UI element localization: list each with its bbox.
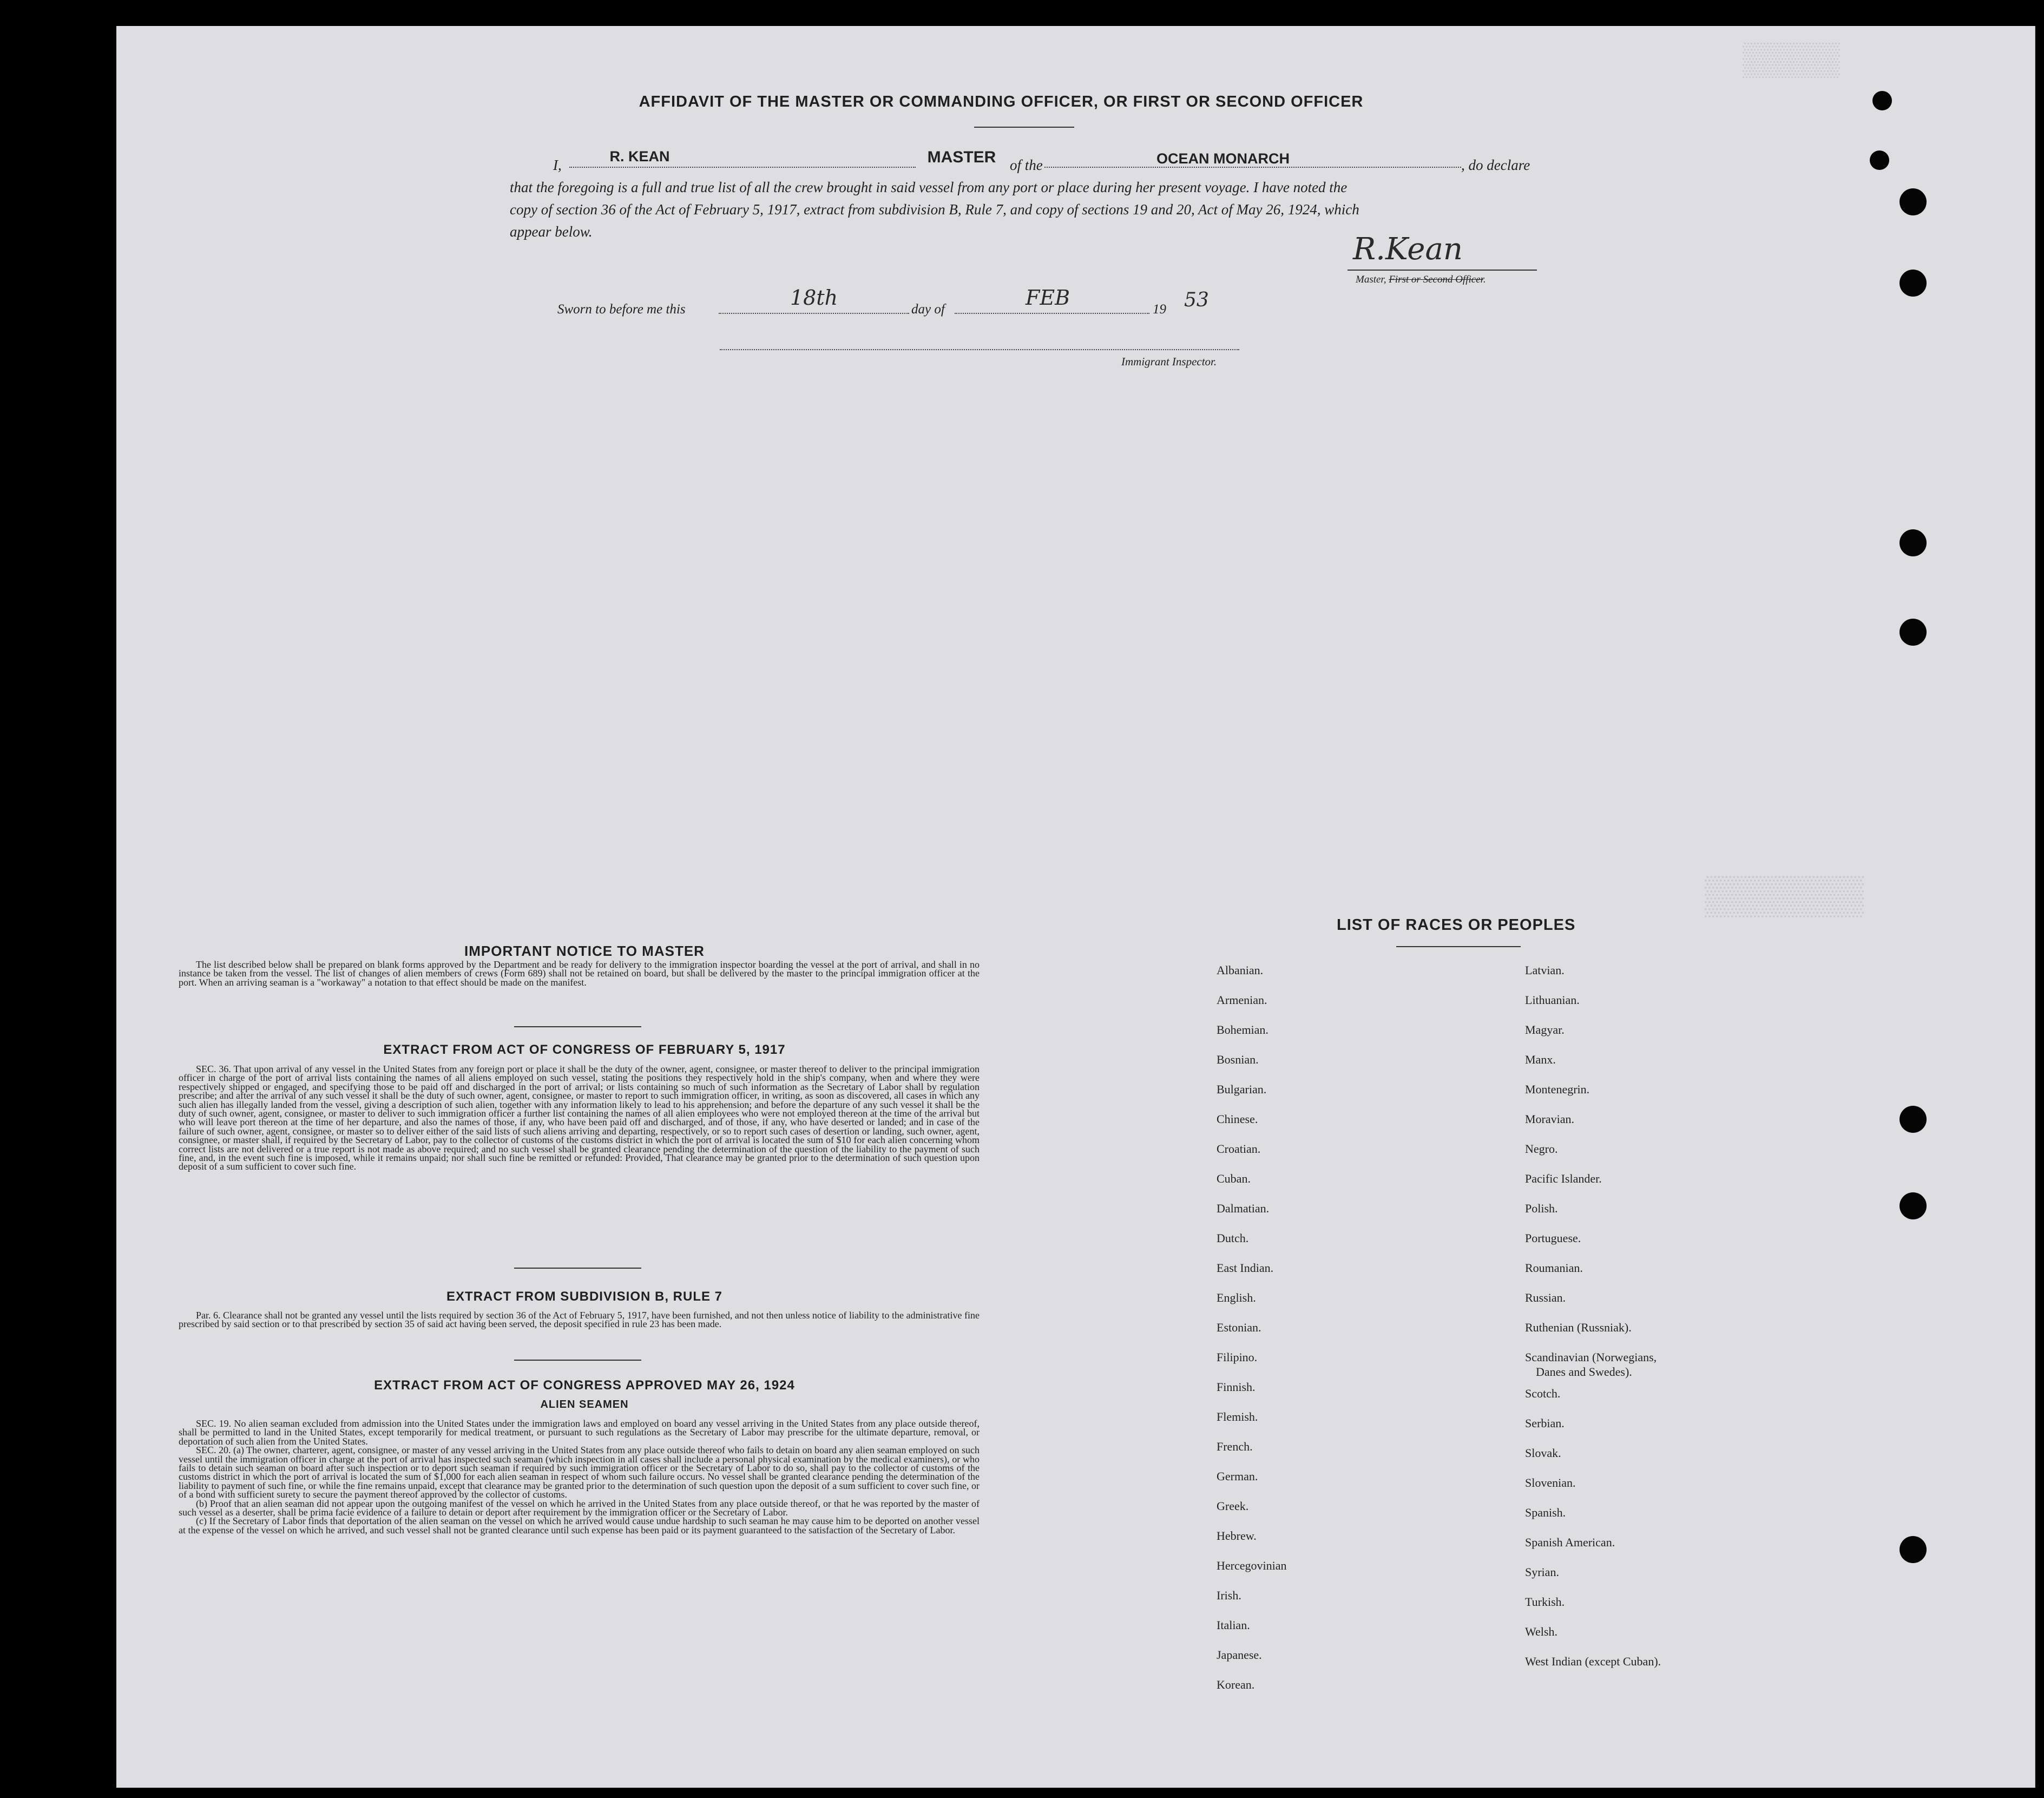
race-item: Negro. (1525, 1142, 1558, 1156)
rule-7-text: Par. 6. Clearance shall not be granted any vessel until the lists required by section 36 of the Act of February 5, 1917, have been furnished, and not then unless notice of liability to the administrative fine prescribed by said section or to that prescribed by section 35 of said act having been served, the deposit specified in rule 23 has been made. (179, 1310, 980, 1330)
signature-line (1348, 270, 1537, 271)
binder-hole (1900, 1536, 1927, 1563)
race-item: Armenian. (1217, 993, 1267, 1007)
race-item: Japanese. (1217, 1648, 1262, 1662)
sworn-day: 18th (790, 286, 838, 310)
race-item: Dalmatian. (1217, 1202, 1270, 1215)
name-field-line (569, 167, 916, 168)
year-prefix: 19 (1153, 302, 1166, 317)
sworn-day-line (719, 313, 909, 314)
divider (514, 1360, 641, 1361)
race-item: Dutch. (1217, 1231, 1249, 1245)
do-declare-label: , do declare (1461, 157, 1530, 173)
race-item: Manx. (1525, 1053, 1556, 1066)
binder-hole (1900, 188, 1927, 215)
race-item: Bohemian. (1217, 1023, 1269, 1036)
notice-heading: IMPORTANT NOTICE TO MASTER (464, 943, 705, 959)
act-1924-heading: EXTRACT FROM ACT OF CONGRESS APPROVED MAY 26, 1924 (374, 1378, 795, 1393)
race-item: Scandinavian (Norwegians, (1525, 1350, 1657, 1364)
race-item: Spanish. (1525, 1506, 1566, 1519)
race-item: Russian. (1525, 1291, 1566, 1304)
signature-caption: Master, First or Second Officer. (1356, 274, 1486, 285)
affidavit-heading: AFFIDAVIT OF THE MASTER OR COMMANDING OFFICER, OR FIRST OR SECOND OFFICER (639, 93, 1364, 110)
binder-hole (1900, 1106, 1927, 1133)
race-item: Bosnian. (1217, 1053, 1259, 1066)
race-item: Greek. (1217, 1499, 1249, 1513)
race-item: Hercegovinian (1217, 1559, 1287, 1572)
race-item: Ruthenian (Russniak). (1525, 1321, 1632, 1334)
rule-7-heading: EXTRACT FROM SUBDIVISION B, RULE 7 (446, 1289, 723, 1304)
bleed-through-mark: ▒▒▒▒▒ (1743, 43, 1841, 80)
race-item: East Indian. (1217, 1261, 1274, 1275)
race-item: Italian. (1217, 1618, 1250, 1632)
binder-hole (1900, 1192, 1927, 1219)
race-item: Turkish. (1525, 1595, 1565, 1609)
sworn-year: 53 (1184, 289, 1209, 311)
inspector-caption: Immigrant Inspector. (1121, 355, 1217, 368)
race-item: Lithuanian. (1525, 993, 1580, 1007)
race-item: Finnish. (1217, 1380, 1256, 1394)
binder-hole (1900, 619, 1927, 646)
race-item: Latvian. (1525, 963, 1565, 977)
race-item: Serbian. (1525, 1416, 1565, 1430)
race-item: Spanish American. (1525, 1535, 1615, 1549)
race-item: English. (1217, 1291, 1256, 1304)
race-item: Magyar. (1525, 1023, 1565, 1036)
binder-hole (1872, 91, 1892, 110)
race-item: Korean. (1217, 1678, 1255, 1691)
binder-hole (1870, 150, 1889, 170)
race-item: Slovenian. (1525, 1476, 1576, 1489)
race-item: Roumanian. (1525, 1261, 1583, 1275)
affidavit-line-3: copy of section 36 of the Act of February 5, 1917, extract from subdivision B, Rule 7, and copy of sections 19 and 20, Act of May 26, 1924, which (510, 201, 1359, 218)
race-item: Hebrew. (1217, 1529, 1257, 1543)
day-of-label: day of (911, 302, 945, 317)
notice-text: The list described below shall be prepared on blank forms approved by the Department and be ready for delivery to the immigration inspector boarding the vessel at the port of arrival, and shall in no instance be taken from the vessel. The list of changes of alien members of crews (Form 689) shall not be retained on board, but shall be delivered by the master to the principal immigration officer at the port. When an arriving seaman is a "workaway" a notation to that effect should be made on the manifest. (179, 959, 980, 988)
race-item: Welsh. (1525, 1625, 1557, 1638)
divider (514, 1026, 641, 1027)
race-item-continuation: Danes and Swedes). (1536, 1365, 1632, 1379)
affidavit-line-4: appear below. (510, 224, 593, 240)
sworn-month-line (955, 313, 1149, 314)
sworn-label: Sworn to before me this (557, 302, 686, 317)
race-item: Montenegrin. (1525, 1082, 1590, 1096)
race-item: Slovak. (1525, 1446, 1561, 1460)
binder-hole (1900, 529, 1927, 556)
race-item: Croatian. (1217, 1142, 1261, 1156)
race-item: Albanian. (1217, 963, 1264, 977)
race-item: Pacific Islander. (1525, 1172, 1602, 1185)
divider (1396, 946, 1521, 947)
divider (974, 127, 1074, 128)
race-item: Moravian. (1525, 1112, 1575, 1126)
race-item: Irish. (1217, 1589, 1241, 1602)
race-item: Cuban. (1217, 1172, 1251, 1185)
master-name: R. KEAN (609, 148, 670, 165)
race-item: Scotch. (1525, 1387, 1561, 1400)
race-item: Estonian. (1217, 1321, 1261, 1334)
binder-hole (1900, 270, 1927, 297)
master-signature: R.Kean (1353, 232, 1463, 267)
race-item: Flemish. (1217, 1410, 1258, 1423)
divider (514, 1268, 641, 1269)
act-1917-heading: EXTRACT FROM ACT OF CONGRESS OF FEBRUARY 5, 1917 (383, 1042, 786, 1057)
race-item: West Indian (except Cuban). (1525, 1655, 1661, 1668)
race-item: Polish. (1525, 1202, 1558, 1215)
race-item: Bulgarian. (1217, 1082, 1267, 1096)
sworn-month: FEB (1026, 286, 1070, 310)
act-1917-text: SEC. 36. That upon arrival of any vessel in the United States from any foreign port or place it shall be the duty of the owner, agent, consignee, or master thereof to deliver to the principal immigration officer in charge of the port of arrival lists containing the names of all aliens employed on such vessel, stating the positions they respectively hold in the ship's company, when and where they were respectively shipped or engaged, and specifying those to be paid off and discharged in the port of arrival; or lists containing so much of such information as the Secretary of Labor shall by regulation prescribe; and after the arrival of any such vessel it shall be the duty of such owner, agent, consignee, or master to report to such immigration officer, in writing, as soon as discovered, all cases in which any such alien has illegally landed from the vessel, giving a description of such alien, together with any information likely to lead to his apprehension; and before the departure of any such vessel it shall be the duty of such owner, agent, consignee, or master to deliver to such immigration officer a further list containing the names of all alien employees who were not employed thereon at the time of the arrival but who will leave port thereon at the time of her departure, and also the names of those, if any, who have been paid off and discharged, and of those, if any, who have deserted or landed; and in case of the failure of such owner, agent, consignee, or master so to deliver either of the said lists of such aliens arriving and departing, respectively, or so to report such cases of desertion or landing, such owner, agent, consignee, or master shall, if required by the Secretary of Labor, pay to the collector of customs of the customs district in which the port of arrival is located the sum of $10 for each alien concerning whom correct lists are not delivered or a true report is not made as above required; and no such vessel shall be granted clearance pending the determination of the question of the liability to the payment of such fine, and, in the event such fine is imposed, while it remains unpaid; nor shall such fine be remitted or refunded: Provided, That clearance may be granted prior to the determination of such question upon deposit of a sum sufficient to cover such fine. (179, 1064, 980, 1172)
races-heading: LIST OF RACES OR PEOPLES (1337, 916, 1576, 934)
act-1924-subheading: ALIEN SEAMEN (540, 1399, 629, 1410)
affidavit-line-2: that the foregoing is a full and true list of all the crew brought in said vessel from any port or place during her present voyage. I have noted the (510, 179, 1348, 195)
race-item: German. (1217, 1469, 1258, 1483)
race-item: Portuguese. (1525, 1231, 1581, 1245)
act-1924-text: SEC. 19. No alien seaman excluded from admission into the United States under the immigration laws and employed on board any vessel arriving in the United States from any place outside thereof, shall be permitted to land in the United States, except temporarily for medical treatment, or pursuant to such regulations as the Secretary of Labor may prescribe for the ultimate departure, removal, or deportation of such alien from the United States. SEC. 20. (a) The owner, charterer, agent, consignee, or master of any vessel arriving in the United States from any place outside thereof who fails to detain on board any alien seaman employed on such vessel until the immigration officer in charge at the port of arrival has inspected such seaman (which inspection in all cases shall include a personal physical examination by the medical examiners), or who fails to detain such seaman on board after such inspection or to deport such seaman if required by such immigration officer or the Secretary of Labor to do so, shall pay to the collector of customs of the customs district in which the port of arrival is located the sum of $1,000 for each alien seaman in respect of whom such failure occurs. No vessel shall be granted clearance pending the determination of the liability to payment of such fine, or while the fine remains unpaid, except that clearance may be granted prior to the determination of such question upon the deposit of a sum sufficient to cover such fine, or of a bond with sufficient surety to secure the payment thereof approved by the collector of customs. (b) Proof that an alien seaman did not appear upon the outgoing manifest of the vessel on which he arrived in the United States from any place outside thereof, or that he was reported by the master of such vessel as a deserter, shall be prima facie evidence of a failure to detain or deport after requirement by the immigration officer or the Secretary of Labor. (c) If the Secretary of Labor finds that deportation of the alien seaman on the vessel on which he arrived would cause undue hardship to such seaman he may cause him to be deported on another vessel at the expense of the vessel on which he arrived, and such vessel shall not be granted clearance until such expense has been paid or its payment guaranteed to the satisfaction of the Secretary of Labor. (179, 1418, 980, 1535)
of-the-label: of the (1010, 157, 1043, 173)
affidavit-lead-in: I, (553, 157, 562, 173)
race-item: Chinese. (1217, 1112, 1258, 1126)
race-item: Filipino. (1217, 1350, 1258, 1364)
vessel-name: OCEAN MONARCH (1156, 150, 1290, 167)
race-item: French. (1217, 1440, 1253, 1453)
race-item: Syrian. (1525, 1565, 1559, 1579)
master-rank: MASTER (927, 148, 996, 166)
inspector-signature-line (720, 349, 1239, 350)
bleed-through-mark: ▒▒▒▒▒▒▒ (1705, 877, 1864, 920)
